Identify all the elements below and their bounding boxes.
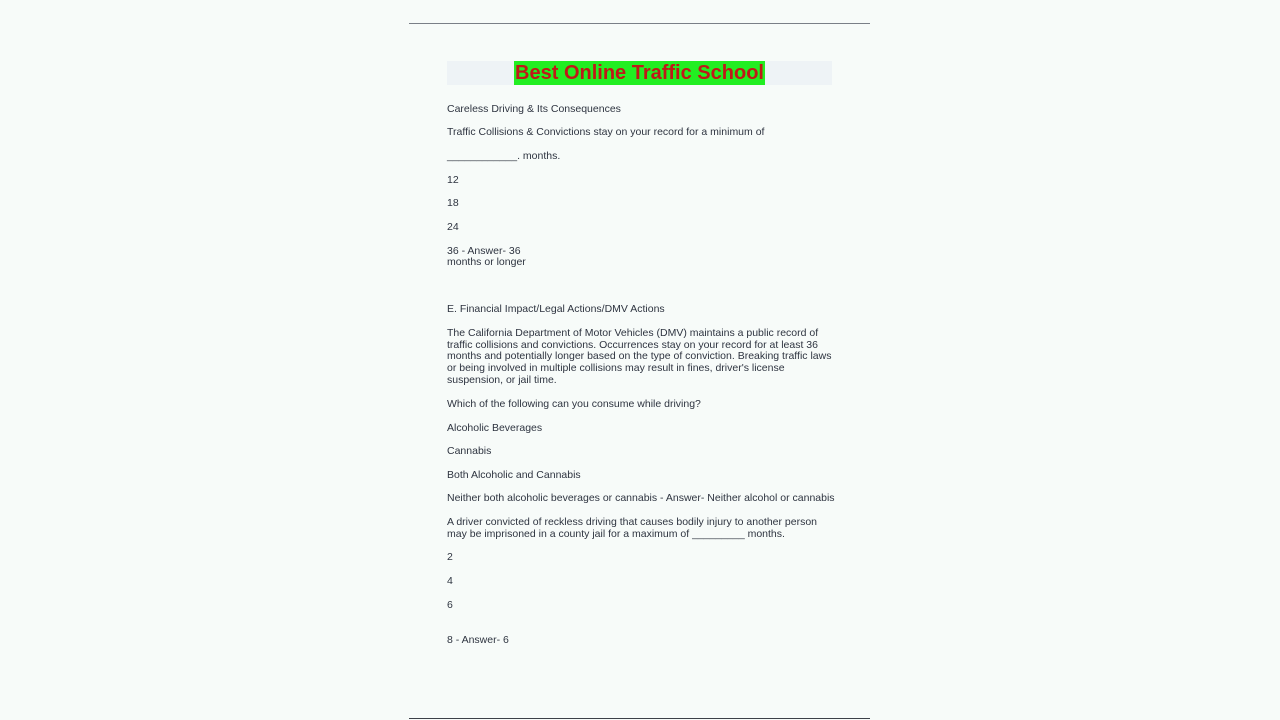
document-title: Best Online Traffic School (515, 62, 764, 84)
question-3-answer: 8 - Answer- 6 (447, 634, 509, 646)
page-top-divider (409, 23, 870, 24)
question-3-option: 2 (447, 551, 453, 563)
question-1-answer-line1: 36 - Answer- 36 (447, 245, 521, 257)
question-1-option: 12 (447, 174, 459, 186)
question-3-option: 4 (447, 575, 453, 587)
question-1-stem-line1: Traffic Collisions & Convictions stay on your record for a minimum of (447, 126, 765, 138)
title-banner (447, 61, 832, 85)
document-page (409, 0, 870, 720)
question-1-option: 24 (447, 221, 459, 233)
question-1-stem-line2: ____________. months. (447, 150, 561, 162)
question-2-option: Cannabis (447, 445, 492, 457)
question-2-answer: Neither both alcoholic beverages or cannabis - Answer- Neither alcohol or cannabis (447, 492, 835, 504)
question-1-option: 18 (447, 197, 459, 209)
section-e-heading: E. Financial Impact/Legal Actions/DMV Actions (447, 303, 665, 315)
question-3-option: 6 (447, 599, 453, 611)
question-2-stem: Which of the following can you consume while driving? (447, 398, 701, 410)
section-e-body: The California Department of Motor Vehicles (DMV) maintains a public record of traffic collisions and convictions. Occurrences stay on your record for at least 36 months and potentially longer based on the type of conviction. Breaking traffic laws or being involved in multiple collisions may result in fines, driver's license suspension, or jail time. (447, 327, 832, 386)
question-2-option: Both Alcoholic and Cannabis (447, 469, 581, 481)
question-3-stem: A driver convicted of reckless driving that causes bodily injury to another person may be imprisoned in a county jail for a maximum of _________ months. (447, 516, 818, 540)
question-2-option: Alcoholic Beverages (447, 422, 543, 434)
section-heading: Careless Driving & Its Consequences (447, 103, 621, 115)
page-bottom-divider (409, 718, 870, 719)
question-1-answer-line2: months or longer (447, 256, 526, 268)
